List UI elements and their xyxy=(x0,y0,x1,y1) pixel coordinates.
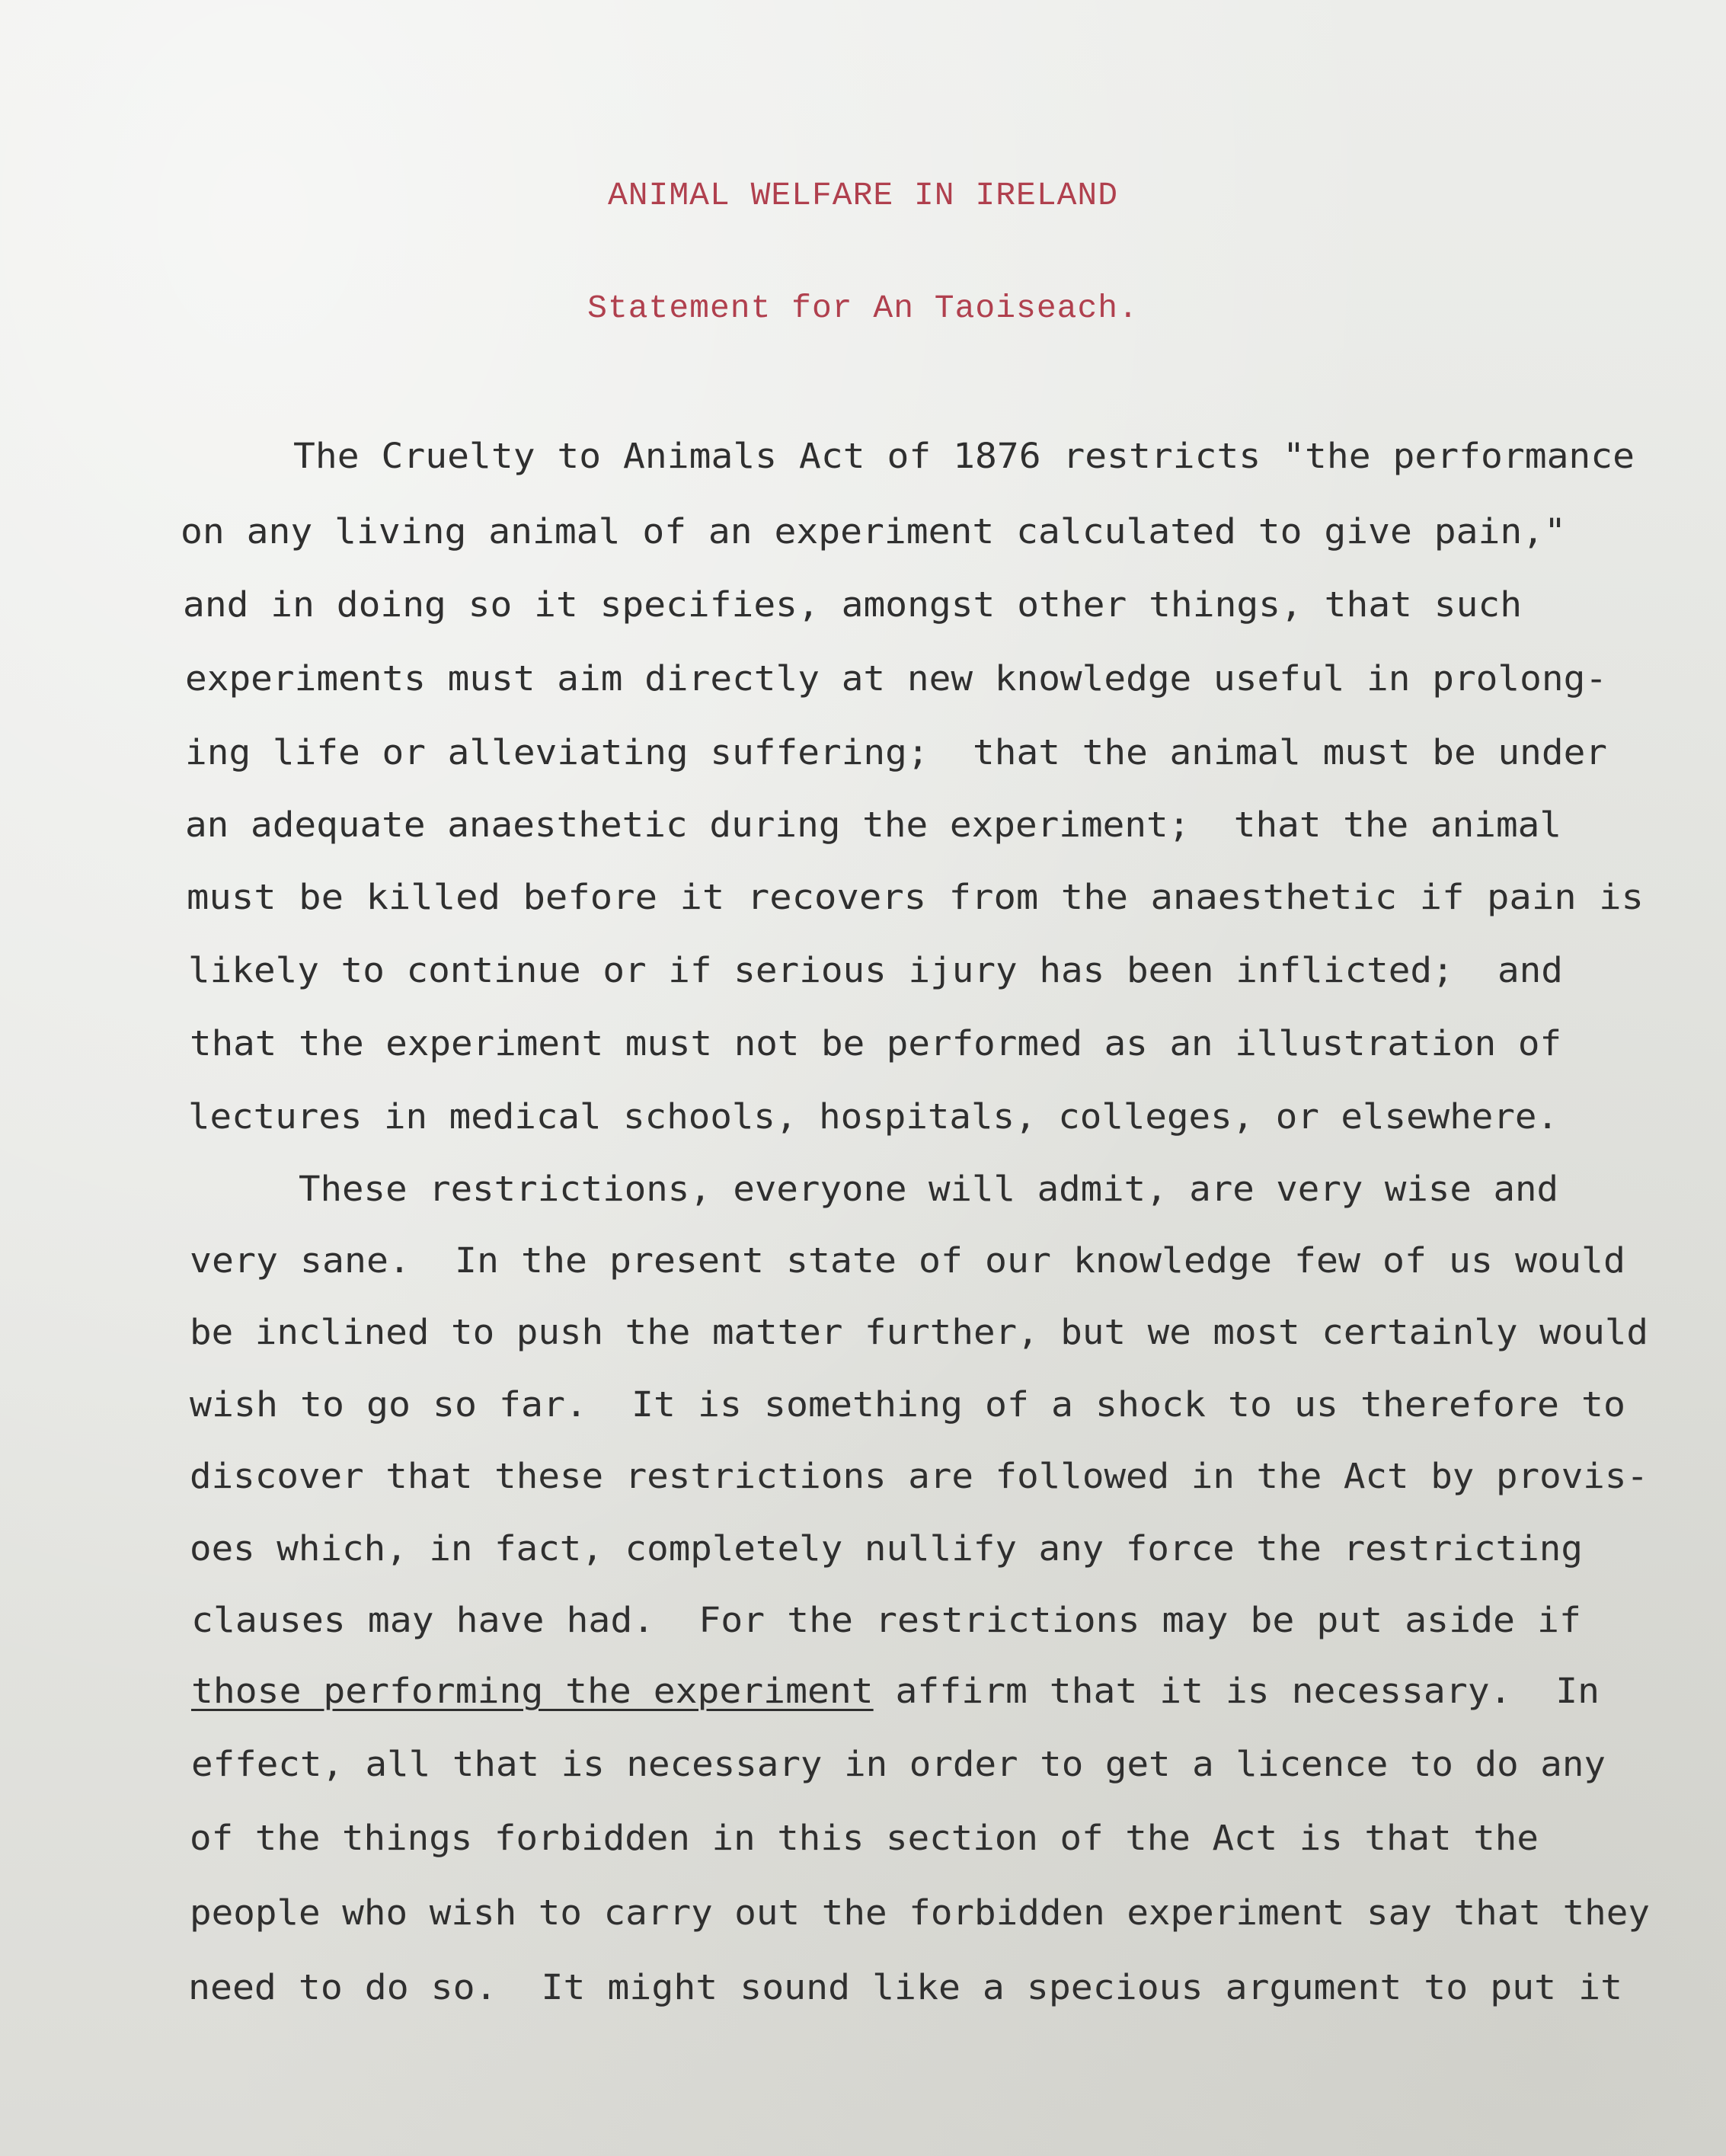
body-line: be inclined to push the matter further, but we most certainly would xyxy=(190,1312,1649,1352)
body-line: that the experiment must not be performed as an illustration of xyxy=(190,1023,1562,1064)
body-line: These restrictions, everyone will admit, are very wise and xyxy=(299,1169,1559,1209)
body-line: The Cruelty to Animals Act of 1876 restricts "the performance xyxy=(293,436,1635,476)
document-subtitle: Statement for An Taoiseach. xyxy=(587,289,1139,327)
body-line: effect, all that is necessary in order to get a licence to do any xyxy=(191,1744,1606,1784)
document-title: ANIMAL WELFARE IN IRELAND xyxy=(607,177,1119,214)
body-line: lectures in medical schools, hospitals, colleges, or elsewhere. xyxy=(188,1096,1558,1137)
body-line-with-underline xyxy=(191,1668,1600,1714)
body-line: people who wish to carry out the forbidden experiment say that they xyxy=(190,1892,1651,1933)
body-line: discover that these restrictions are followed in the Act by provis- xyxy=(190,1456,1649,1496)
body-line: of the things forbidden in this section of the Act is that the xyxy=(190,1818,1539,1858)
body-line: wish to go so far. It is something of a shock to us therefore to xyxy=(190,1384,1625,1425)
body-line: very sane. In the present state of our knowledge few of us would xyxy=(190,1240,1625,1281)
body-line: must be killed before it recovers from the anaesthetic if pain is xyxy=(187,877,1644,917)
body-line-tail: affirm that it is necessary. In xyxy=(895,1671,1600,1711)
body-line: need to do so. It might sound like a specious argument to put it xyxy=(188,1967,1623,2007)
body-line: ing life or alleviating suffering; that the animal must be under xyxy=(185,732,1608,773)
body-line: oes which, in fact, completely nullify any force the restricting xyxy=(190,1528,1583,1569)
body-line: likely to continue or if serious ijury has been inflicted; and xyxy=(188,950,1563,990)
body-line: on any living animal of an experiment calculated to give pain," xyxy=(181,511,1566,552)
underlined-phrase: those performing the experiment xyxy=(191,1671,874,1711)
body-line: an adequate anaesthetic during the experiment; that the animal xyxy=(185,805,1562,845)
body-line: clauses may have had. For the restrictions may be put aside if xyxy=(191,1600,1581,1640)
body-line: experiments must aim directly at new knowledge useful in prolong- xyxy=(185,658,1608,699)
body-line: and in doing so it specifies, amongst other things, that such xyxy=(183,584,1523,625)
